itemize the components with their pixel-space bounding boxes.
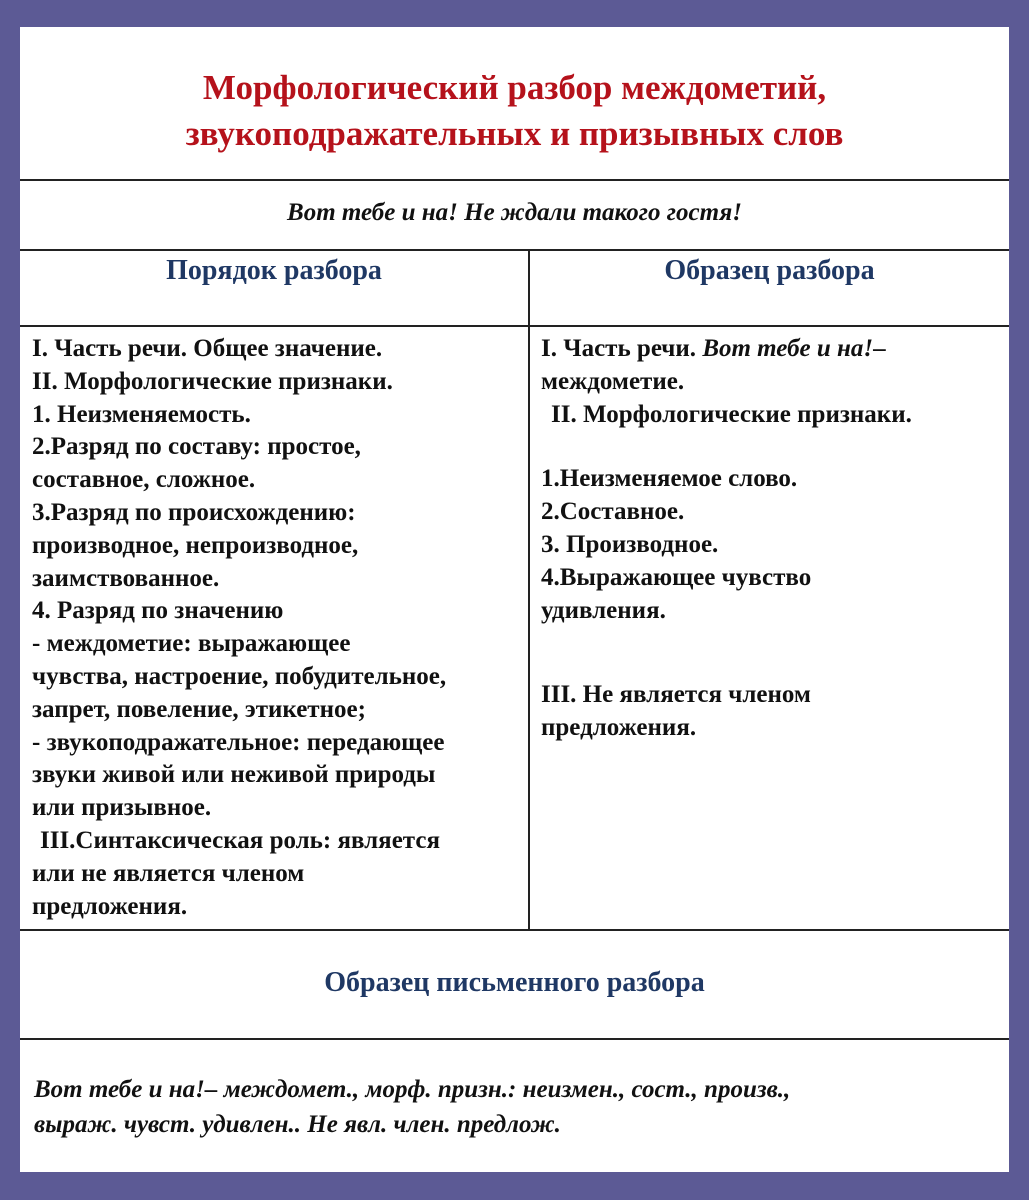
title-line-1: Морфологический разбор междометий, [202, 68, 827, 107]
written-line: Вот тебе и на!– междомет., морф. призн.: неизмен., сост., произв., [34, 1076, 791, 1103]
sample-morph-heading: II. Морфологические признаки. [551, 400, 912, 428]
written-line: выраж. чувст. удивлен.. Не явл. член. предлож. [34, 1111, 561, 1138]
title-line-2: звукоподражательных и призывных слов [185, 114, 844, 153]
right-column-header: Образец разбора [664, 255, 875, 286]
order-line: 4. Разряд по значению [32, 597, 284, 625]
order-line: или призывное. [32, 794, 212, 822]
divider [20, 1038, 1009, 1040]
sample-item: 3. Производное. [541, 530, 719, 558]
left-column-header: Порядок разбора [166, 255, 382, 286]
written-sample-text [34, 1072, 999, 1142]
spacer [541, 627, 1001, 679]
part-label: I. Часть речи. [541, 335, 703, 362]
part-value: междометие. [541, 367, 685, 395]
order-line: - междометие: выражающее [32, 630, 351, 658]
order-line: III.Синтаксическая роль: является [40, 826, 441, 854]
sample-part-of-speech [541, 333, 1001, 366]
order-line: составное, сложное. [32, 466, 256, 494]
order-line: предложения. [32, 892, 188, 920]
example-sentence: Вот тебе и на! Не ждали такого гостя! [287, 199, 742, 226]
page-title [20, 65, 1009, 157]
column-divider [528, 251, 530, 929]
order-line: 2.Разряд по составу: простое, [32, 433, 361, 461]
sample-syntax-line: III. Не является членом [541, 681, 811, 709]
divider [20, 249, 1009, 251]
analysis-order-column [32, 333, 524, 923]
document-sheet [20, 27, 1009, 1172]
order-line: звуки живой или неживой природы [32, 761, 436, 789]
sample-syntax-line: предложения. [541, 714, 697, 742]
divider [20, 179, 1009, 181]
sample-item: 4.Выражающее чувство [541, 563, 812, 591]
order-line: производное, непроизводное, [32, 531, 359, 559]
sample-item: 2.Составное. [541, 498, 685, 526]
order-line: заимствованное. [32, 564, 220, 592]
order-line: II. Морфологические признаки. [32, 367, 393, 395]
analysis-sample-column [541, 333, 1001, 745]
divider [20, 929, 1009, 931]
spacer [541, 431, 1001, 463]
order-line: 1. Неизменяемость. [32, 400, 251, 428]
order-line: или не является членом [32, 859, 305, 887]
divider [20, 325, 1009, 327]
part-dash: – [873, 335, 886, 362]
order-line: запрет, повеление, этикетное; [32, 695, 366, 723]
order-line: - звукоподражательное: передающее [32, 728, 445, 756]
part-example: Вот тебе и на! [702, 335, 874, 362]
sample-item: удивления. [541, 596, 666, 624]
order-line: 3.Разряд по происхождению: [32, 498, 356, 526]
sample-item: 1.Неизменяемое слово. [541, 465, 798, 493]
written-sample-title: Образец письменного разбора [324, 967, 705, 998]
order-line: I. Часть речи. Общее значение. [32, 335, 383, 362]
order-line: чувства, настроение, побудительное, [32, 662, 447, 690]
